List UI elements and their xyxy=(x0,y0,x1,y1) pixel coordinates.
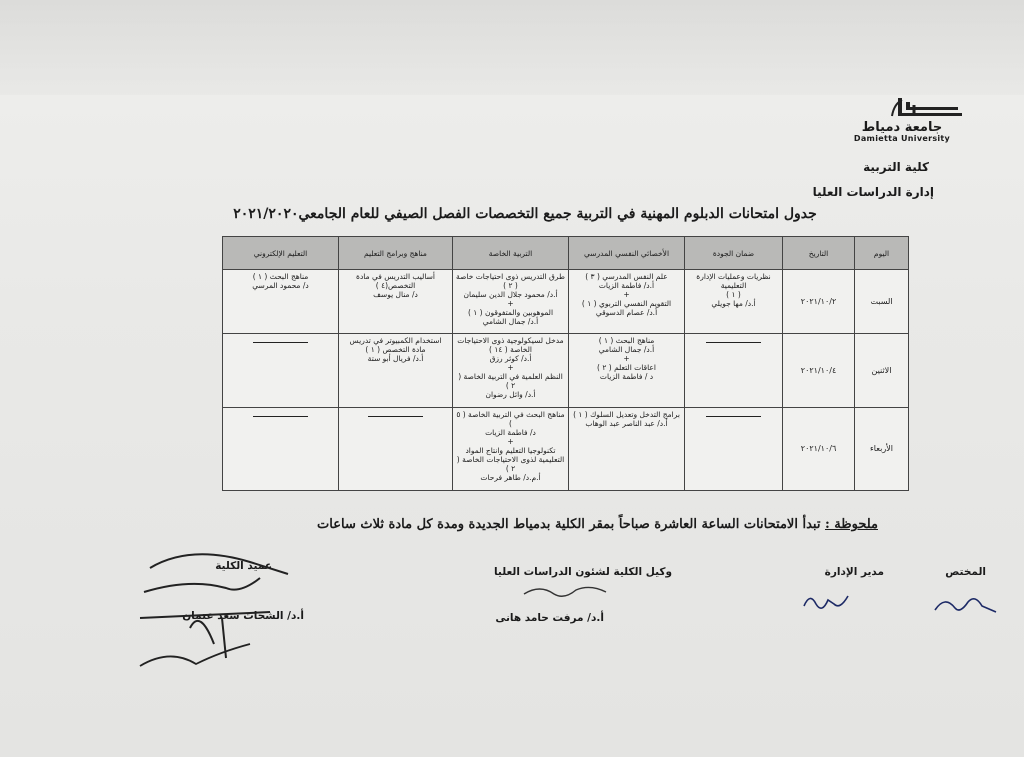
empty-dash xyxy=(706,342,761,343)
logo-english-text: Damietta University xyxy=(853,134,951,143)
cell-line: مناهج البحث في التربية الخاصة ( ٥ ) xyxy=(456,409,565,428)
cell-line: + xyxy=(623,290,630,299)
cell-line: أ.د/ كوثر رزق xyxy=(489,353,532,363)
row-day: السبت xyxy=(855,270,909,334)
table-header-row xyxy=(223,237,909,270)
cell-line: أ.د/ محمود جلال الدين سليمان xyxy=(463,290,558,299)
header-day: اليوم xyxy=(855,237,909,270)
row-date: ٢٠٢١/١٠/٤ xyxy=(783,333,855,407)
header-date: التاريخ xyxy=(783,237,855,270)
table-row xyxy=(223,270,909,334)
cell-line: د/ محمود المرسي xyxy=(252,281,309,290)
cell-line: مناهج البحث ( ١ ) xyxy=(252,272,309,281)
cell-line: أ.م.د/ طاهر فرحات xyxy=(480,472,541,482)
dean-title: عميد الكلية xyxy=(215,560,272,572)
cell-psych xyxy=(569,407,685,490)
logo-emblem-icon xyxy=(838,96,966,122)
cell-line: ( ١ ) xyxy=(726,290,741,299)
university-logo xyxy=(838,96,966,146)
note-label: ملحوظة : xyxy=(824,517,878,532)
cell-psych xyxy=(569,333,685,407)
empty-dash xyxy=(253,342,308,343)
empty-dash xyxy=(253,416,308,417)
table-row xyxy=(223,407,909,490)
vice-dean-signature xyxy=(520,582,610,602)
cell-quality xyxy=(685,333,783,407)
cell-line: أ.د/ عصام الدسوقي xyxy=(595,308,658,317)
cell-line: + xyxy=(507,362,514,372)
cell-special xyxy=(453,407,569,490)
cell-elearning xyxy=(223,270,339,334)
row-date: ٢٠٢١/١٠/٢ xyxy=(783,270,855,334)
cell-quality xyxy=(685,270,783,334)
cell-line: طرق التدريس ذوى احتياجات خاصة ( ٢ ) xyxy=(456,272,565,290)
cell-line: د/ فاطمة الزيات xyxy=(485,427,536,437)
cell-line: أ.د/ مها جويلي xyxy=(711,299,756,308)
cell-line: أ.د/ وائل رضوان xyxy=(485,389,536,399)
cell-elearning xyxy=(223,333,339,407)
note-text: تبدأ الامتحانات الساعة العاشرة صباحاً بمقر الكلية بدمياط الجديدة ومدة كل مادة ثلاث ساعات xyxy=(317,517,821,532)
specialist-title: المختص xyxy=(945,566,986,578)
empty-dash xyxy=(368,416,423,417)
vice-dean-name: أ.د/ مرفت حامد هانى xyxy=(495,612,604,624)
cell-line: مناهج البحث ( ١ ) xyxy=(598,335,655,345)
cell-line: تكنولوجيا التعليم وانتاج المواد التعليمية لذوى الاحتياجات الخاصة ( ٢ ) xyxy=(456,445,565,473)
header-quality: ضمان الجودة xyxy=(685,237,783,270)
dean-signature xyxy=(130,548,300,678)
cell-curricula xyxy=(339,270,453,334)
manager-title: مدير الإدارة xyxy=(824,566,884,578)
cell-line: استخدام الكمبيوتر في تدريس مادة التخصص ( ١ ) xyxy=(349,335,442,354)
cell-line: مدخل لسيكولوجية ذوى الاحتياجات الخاصة ( ١٤ ) xyxy=(457,335,564,354)
header-special: التربية الخاصة xyxy=(453,237,569,270)
cell-line: + xyxy=(507,299,514,308)
faculty-name: كلية التربية xyxy=(863,160,929,174)
cell-line: أ.د/ عبد الناصر عبد الوهاب xyxy=(585,418,668,428)
cell-psych xyxy=(569,270,685,334)
row-date: ٢٠٢١/١٠/٦ xyxy=(783,407,855,490)
cell-curricula xyxy=(339,407,453,490)
cell-curricula xyxy=(339,333,453,407)
cell-special xyxy=(453,333,569,407)
specialist-signature xyxy=(930,590,1000,620)
manager-signature xyxy=(800,588,860,616)
cell-line: النظم العلمية في التربية الخاصة ( ٢ ) xyxy=(458,371,563,390)
cell-line: نظريات وعمليات الإدارة التعليمية xyxy=(696,272,771,290)
department-name: إدارة الدراسات العليا xyxy=(812,185,934,199)
cell-line: أ.د/ جمال الشامي xyxy=(482,317,539,326)
photo-shadow xyxy=(0,0,1024,95)
page-title: جدول امتحانات الدبلوم المهنية في التربية جميع التخصصات الفصل الصيفي للعام الجامعي٢٠٢١/٢٠٢٠ xyxy=(233,206,817,222)
cell-line: + xyxy=(623,353,630,363)
row-day: الاثنين xyxy=(855,333,909,407)
cell-elearning xyxy=(223,407,339,490)
dean-name: أ.د/ الشحات سعد عتمان xyxy=(182,610,304,622)
cell-line: د / فاطمة الزيات xyxy=(599,371,654,381)
header-curricula: مناهج وبرامج التعليم xyxy=(339,237,453,270)
empty-dash xyxy=(706,416,761,417)
cell-line: علم النفس المدرسي ( ٣ ) xyxy=(585,272,668,281)
table-row xyxy=(223,333,909,407)
cell-line: برامج التدخل وتعديل السلوك ( ١ ) xyxy=(573,409,680,419)
cell-quality xyxy=(685,407,783,490)
note xyxy=(300,517,878,532)
exam-schedule-table xyxy=(222,236,909,491)
row-day: الأربعاء xyxy=(855,407,909,490)
cell-line: د/ منال يوسف xyxy=(373,290,418,299)
cell-line: أ.د/ جمال الشامي xyxy=(598,344,655,354)
cell-line: التقويم النفسي التربوي ( ١ ) xyxy=(581,299,672,308)
header-psych: الأخصائي النفسي المدرسي xyxy=(569,237,685,270)
cell-line: أساليب التدريس في مادة التخصص(٤ ) xyxy=(356,272,435,290)
cell-line: أ.د/ فريال أبو ستة xyxy=(367,353,424,363)
header-elearning: التعليم الإلكتروني xyxy=(223,237,339,270)
logo-arabic-text: جامعة دمياط xyxy=(861,120,943,135)
cell-line: الموهوبين والمتفوقون ( ١ ) xyxy=(467,308,554,317)
cell-line: اعاقات التعلم ( ٢ ) xyxy=(597,362,656,372)
cell-special xyxy=(453,270,569,334)
cell-line: + xyxy=(507,436,514,446)
cell-line: أ.د/ فاطمة الزيات xyxy=(598,281,655,290)
vice-dean-title: وكيل الكلية لشئون الدراسات العليا xyxy=(493,566,672,578)
